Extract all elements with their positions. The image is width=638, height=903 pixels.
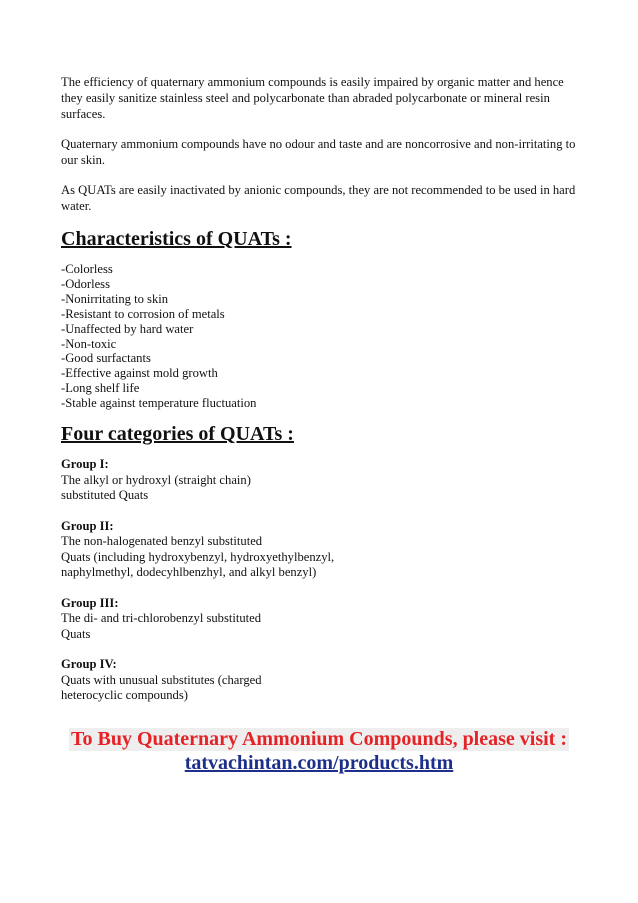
document-body [61, 74, 581, 719]
list-item: -Effective against mold growth [61, 366, 218, 381]
list-item: -Non-toxic [61, 336, 117, 351]
group-line: The alkyl or hydroxyl (straight chain) [61, 472, 251, 487]
group-title: Group I: [61, 457, 109, 472]
group-line: Quats with unusual substitutes (charged [61, 672, 262, 687]
intro-paragraph: Quaternary ammonium compounds have no odour and taste and are noncorrosive and non-irritating to our skin. [61, 137, 576, 167]
group-title: Group III: [61, 595, 119, 610]
intro-paragraph: The efficiency of quaternary ammonium compounds is easily impaired by organic matter and hence they easily sanitize stainless steel and polycarbonate than abraded polycarbonate or mineral resin surfaces. [61, 75, 564, 121]
list-item: -Good surfactants [61, 351, 151, 366]
group-line: naphylmethyl, dodecyhlbenzhyl, and alkyl benzyl) [61, 565, 317, 580]
group-line: heterocyclic compounds) [61, 688, 188, 703]
group-line: Quats (including hydroxybenzyl, hydroxyethylbenzyl, [61, 549, 335, 564]
group-title: Group IV: [61, 657, 117, 672]
category-group [61, 596, 581, 643]
list-item: -Unaffected by hard water [61, 321, 194, 336]
categories-heading: Four categories of QUATs : [61, 423, 294, 446]
list-item: -Long shelf life [61, 381, 140, 396]
call-to-action [0, 728, 638, 775]
list-item: -Colorless [61, 262, 113, 276]
list-item: -Nonirritating to skin [61, 291, 169, 306]
group-line: substituted Quats [61, 488, 149, 503]
list-item: -Stable against temperature fluctuation [61, 396, 257, 411]
group-line: Quats [61, 626, 91, 641]
group-line: The non-halogenated benzyl substituted [61, 534, 263, 549]
products-link[interactable]: tatvachintan.com/products.htm [184, 752, 454, 774]
characteristics-heading: Characteristics of QUATs : [61, 228, 292, 250]
category-group [61, 657, 581, 704]
characteristics-list [61, 262, 581, 411]
cta-text: To Buy Quaternary Ammonium Compounds, please visit : [71, 728, 567, 750]
group-title: Group II: [61, 518, 114, 533]
list-item: -Odorless [61, 276, 110, 291]
group-line: The di- and tri-chlorobenzyl substituted [61, 611, 262, 626]
category-group [61, 519, 581, 581]
intro-paragraph: As QUATs are easily inactivated by anionic compounds, they are not recommended to be used in hard water. [61, 183, 576, 213]
category-group [61, 457, 581, 504]
list-item: -Resistant to corrosion of metals [61, 306, 225, 321]
